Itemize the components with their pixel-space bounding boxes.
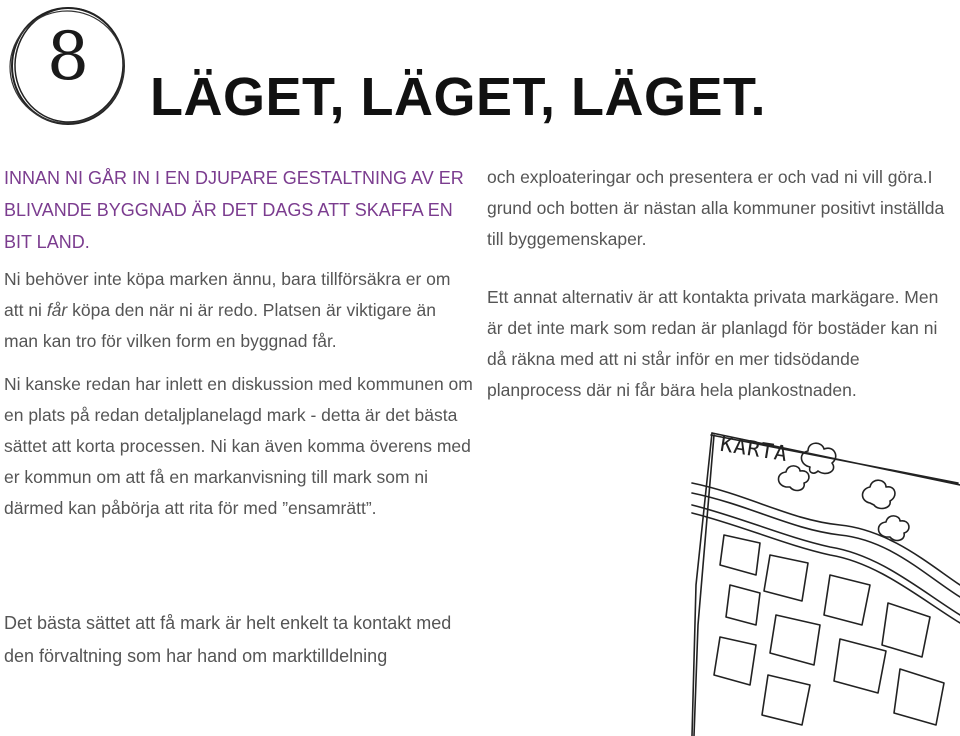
body-paragraph-3: och exploateringar och presentera er och vad ni vill göra.I grund och botten är nästan alla kommuner positivt inställda till byggemenskaper. — [487, 167, 945, 249]
body-paragraph-4: Ett annat alternativ är att kontakta privata markägare. Men är det inte mark som redan är planlagd för bostäder kan ni då räkna med att ni står inför en mer tidsödande planprocess där ni får bära hela plankostnaden. — [487, 287, 939, 400]
chapter-number: 8 — [47, 18, 89, 95]
lead-paragraph: INNAN NI GÅR IN I EN DJUPARE GESTALTNING AV ER BLIVANDE BYGGNAD ÄR DET DAGS ATT SKAFFA EN BIT LAND. — [4, 168, 464, 252]
map-sketch — [690, 425, 960, 736]
bottom-paragraph: Det bästa sättet att få mark är helt enkelt ta kontakt med den förvaltning som har hand om marktilldelning — [4, 613, 452, 666]
chapter-number-badge — [6, 2, 130, 130]
body-paragraph-1: Ni behöver inte köpa marken ännu, bara tillförsäkra er om att ni får köpa den när ni är redo. Platsen är viktigare än man kan tro för vilken form en byggnad får. — [4, 269, 451, 351]
map-sketch-illustration — [690, 425, 960, 736]
right-column — [487, 162, 957, 406]
emphasis-text: får — [46, 300, 68, 320]
map-label: KARTA — [718, 431, 790, 467]
left-column — [4, 162, 474, 524]
body-paragraph-2: Ni kanske redan har inlett en diskussion med kommunen om en plats på redan detaljplanelagd mark - detta är det bästa sättet att korta processen. Ni kan även komma överens med er kommun om att få en markanvisning till mark som ni därmed kan påbörja att rita för med ”ensamrätt”. — [4, 374, 473, 518]
bottom-text — [4, 607, 474, 673]
page-title: LÄGET, LÄGET, LÄGET. — [150, 67, 767, 127]
